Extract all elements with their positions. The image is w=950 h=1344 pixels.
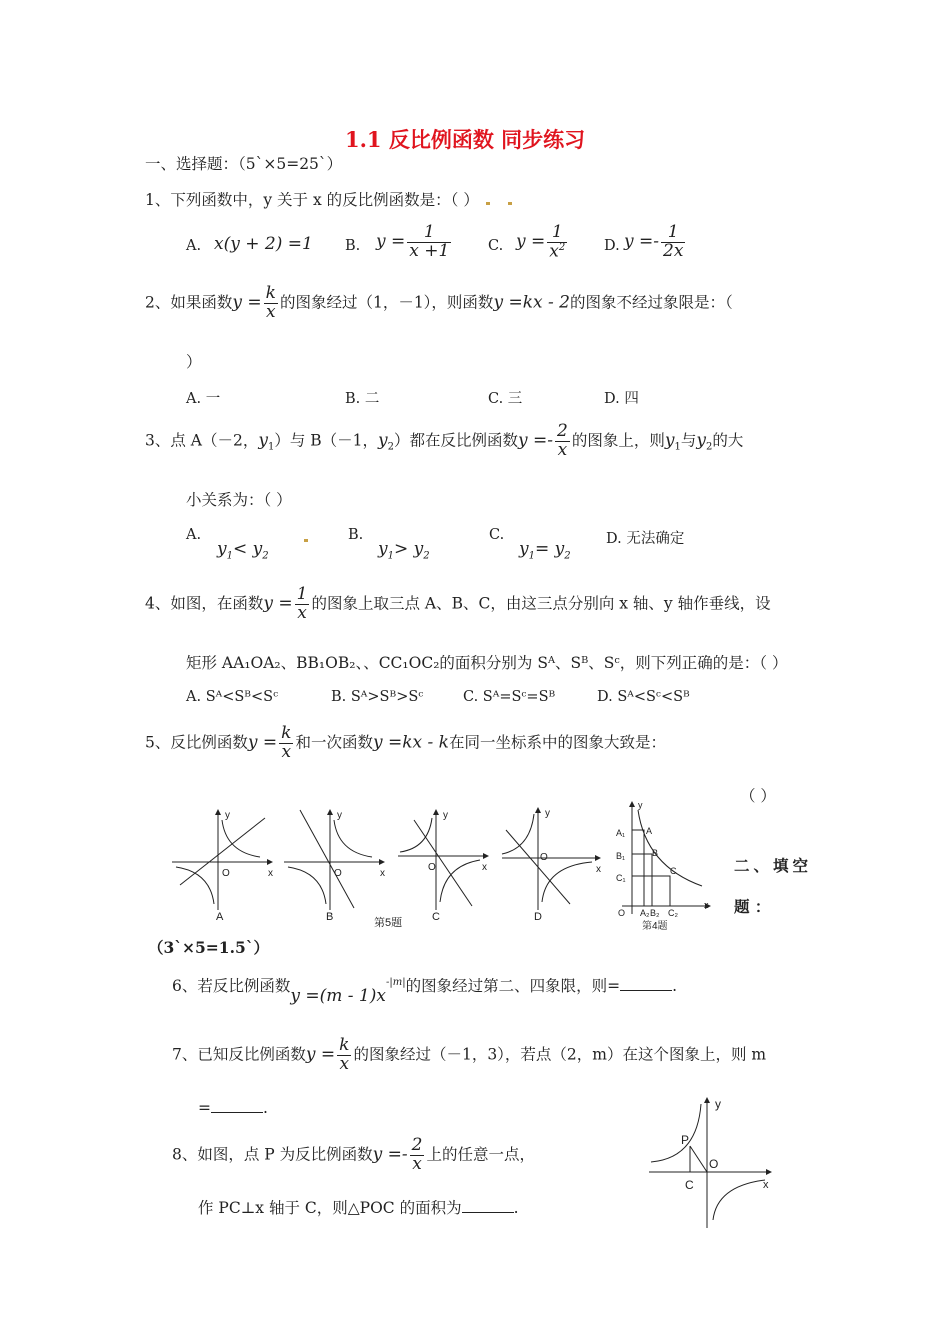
q1-c-exp: 2 xyxy=(558,241,566,253)
fig8-c: C xyxy=(685,1178,694,1192)
q3-a-s1: 1 xyxy=(226,550,233,562)
q3-option-c xyxy=(519,539,571,561)
q6-post: 的图象经过第二、四象限，则= xyxy=(405,977,621,995)
q1-option-a: x(y + 2) =1 xyxy=(214,234,313,254)
q3-y2: y xyxy=(378,430,388,451)
graph-d-o: O xyxy=(540,852,548,863)
q5-pre: 5、反比例函数 xyxy=(145,733,248,752)
section-1-heading: 一、选择题：（5`×5=25`） xyxy=(145,155,343,173)
fig8-x: x xyxy=(763,1179,769,1191)
q1-d-num: 1 xyxy=(667,222,679,242)
graph-d xyxy=(502,808,600,910)
question-5-stem xyxy=(145,725,666,762)
q2-pre: 2、如果函数 xyxy=(145,293,233,312)
question-7-stem xyxy=(172,1037,766,1074)
graph-c-y: y xyxy=(443,810,448,821)
q3-c-s1: 1 xyxy=(528,550,535,562)
q2-option-b: B. 二 xyxy=(345,391,380,407)
q3-sub1: 1 xyxy=(267,441,275,453)
q5-num: k xyxy=(281,723,292,743)
q3-b-y2: y xyxy=(413,539,424,559)
q3-and: 与 xyxy=(680,431,697,450)
q1-option-d-label: D. xyxy=(604,238,620,254)
q4-num: 1 xyxy=(296,584,308,604)
graph-b-x: x xyxy=(380,868,385,879)
q3-a-s2: 2 xyxy=(262,550,269,562)
q3-c-y1: y xyxy=(519,539,529,559)
q3-c-y2: y xyxy=(554,539,565,559)
q1-c-lhs: y = xyxy=(516,231,546,252)
q4-option-c: C. Sᴬ=Sᶜ=Sᴮ xyxy=(463,689,556,705)
fig4-x: x xyxy=(704,900,709,910)
q8-lhs: y =- xyxy=(372,1144,408,1165)
section-2-score: （3`×5=1.5`） xyxy=(148,938,270,957)
q5-answer-paren: （ ） xyxy=(740,787,776,805)
fig4-c2: C₂ xyxy=(668,908,678,918)
q5-mid: 和一次函数 xyxy=(295,733,373,752)
q6-end: . xyxy=(672,977,678,995)
q4-den: x xyxy=(295,604,310,623)
q7-pre: 7、已知反比例函数 xyxy=(172,1045,306,1064)
q5-post: 在同一坐标系中的图象大致是： xyxy=(448,733,666,752)
graph-c xyxy=(398,810,488,910)
q1-option-c xyxy=(516,224,569,261)
q3-b-op: > xyxy=(393,539,414,559)
q4-line2: 矩形 AA₁OA₂、BB₁OB₂、、CC₁OC₂的面积分别为 Sᴬ、Sᴮ、Sᶜ，则下列正确的是：（ ） xyxy=(186,654,788,672)
q7-eq: = xyxy=(198,1099,211,1117)
q3-a-y1: y xyxy=(217,539,227,559)
fig4-b2: B₂ xyxy=(650,908,660,918)
fig8-p: P xyxy=(681,1133,690,1147)
q3-a-op: < xyxy=(232,539,253,559)
q3-option-a xyxy=(217,539,269,561)
q5-graph-figure xyxy=(170,800,610,930)
q3-y1: y xyxy=(258,430,268,451)
graph-c-label: C xyxy=(432,911,440,923)
q2-option-d: D. 四 xyxy=(604,391,639,407)
fig4-o: O xyxy=(618,908,626,918)
q6-expr: y =(m - 1)x xyxy=(290,986,386,1006)
graph-c-o: O xyxy=(428,862,436,873)
q7-answer-blank[interactable] xyxy=(211,1112,263,1113)
q3-num: 2 xyxy=(557,421,568,441)
q7-den: x xyxy=(337,1055,351,1074)
question-1-stem: 1、下列函数中，y 关于 x 的反比例函数是：（ ） xyxy=(145,191,479,209)
graph-c-x: x xyxy=(482,862,487,873)
graph-a xyxy=(172,810,272,910)
q4-option-a: A. Sᴬ<Sᴮ<Sᶜ xyxy=(186,689,279,705)
q3-sub1b: 1 xyxy=(674,441,681,453)
q3-option-b xyxy=(378,539,430,561)
q3-mid3: 的图象上，则 xyxy=(571,431,665,450)
q3-c-s2: 2 xyxy=(564,550,571,562)
fig8-o: O xyxy=(709,1157,719,1171)
q1-c-num: 1 xyxy=(551,222,563,242)
fig4-c1: C₁ xyxy=(616,873,626,883)
fig4-point-b: B xyxy=(652,848,659,858)
q3-b-y1: y xyxy=(378,539,388,559)
q3-y2b: y xyxy=(696,430,706,451)
graph-d-label: D xyxy=(534,911,542,923)
q1-option-a-label: A. xyxy=(186,238,202,254)
graph-b-o: O xyxy=(334,868,342,879)
q2-option-c: C. 三 xyxy=(488,391,523,407)
q1-b-den: x +1 xyxy=(409,240,450,261)
q2-mid: 的图象经过（1，－1），则函数 xyxy=(279,293,494,312)
q3-den: x xyxy=(555,441,570,460)
graph-a-label: A xyxy=(216,911,224,923)
graph-d-x: x xyxy=(596,864,601,875)
section-2-heading-part1: 二、填空 xyxy=(734,856,813,875)
q1-option-d xyxy=(624,224,687,261)
caption-5: 第5题 xyxy=(374,917,403,929)
page-title: 1.1 反比例函数 同步练习 xyxy=(345,127,586,152)
q6-exp: -|m| xyxy=(385,976,406,988)
q5-expr: y =kx - k xyxy=(372,732,449,753)
fig4-point-a: A xyxy=(646,826,653,836)
q1-b-lhs: y = xyxy=(376,231,406,252)
question-3-stem xyxy=(145,423,743,460)
q3-y1b: y xyxy=(664,430,675,451)
q4-option-d: D. Sᴬ<Sᶜ<Sᴮ xyxy=(597,689,690,705)
graph-b-label: B xyxy=(326,911,334,923)
q1-c-den: x xyxy=(549,241,559,262)
q3-lhs: y =- xyxy=(518,430,554,451)
graph-b xyxy=(284,810,384,910)
q2-post: 的图象不经过象限是：（ xyxy=(569,293,733,312)
q3-c-op: = xyxy=(534,539,555,559)
q3-post: 的大 xyxy=(712,431,744,450)
q5-lhs: y = xyxy=(247,732,278,753)
q4-lhs: y = xyxy=(263,593,293,614)
q4-option-b: B. Sᴬ>Sᴮ>Sᶜ xyxy=(331,689,424,705)
q2-den: x xyxy=(264,303,278,322)
q8-line2 xyxy=(198,1196,519,1218)
q2-option-a: A. 一 xyxy=(186,391,221,407)
fig4-y: y xyxy=(638,800,643,810)
q8-line2-text: 作 PC⊥x 轴于 C，则△POC 的面积为 xyxy=(198,1199,462,1217)
fig4-a2: A₂ xyxy=(640,908,650,918)
figure-4 xyxy=(612,796,717,934)
q7-lhs: y = xyxy=(305,1044,336,1065)
q4-post: 的图象上取三点 A、B、C，由这三点分别向 x 轴、y 轴作垂线，设 xyxy=(311,594,771,613)
graph-d-y: y xyxy=(545,808,550,819)
q6-pre: 6、若反比例函数 xyxy=(172,977,291,995)
q1-d-den: 2x xyxy=(663,240,684,261)
fig8-y: y xyxy=(715,1097,721,1111)
q1-option-c-label: C. xyxy=(488,238,504,254)
q2-lhs: y = xyxy=(232,292,262,313)
caption-4: 第4题 xyxy=(642,921,668,932)
q7-post: 的图象经过（－1，3），若点（2，m）在这个图象上，则 m xyxy=(353,1045,767,1064)
question-2-stem xyxy=(145,285,733,322)
q3-pre: 3、点 A（－2， xyxy=(145,431,259,450)
fig4-point-c: C xyxy=(670,866,677,876)
q3-sub2b: 2 xyxy=(705,441,713,453)
q3-mid2: ）都在反比例函数 xyxy=(394,431,519,450)
graph-b-y: y xyxy=(337,810,342,821)
q1-b-num: 1 xyxy=(423,222,435,242)
q7-num: k xyxy=(339,1035,350,1055)
figure-8 xyxy=(645,1094,780,1230)
q8-den: x xyxy=(410,1155,425,1174)
q3-b-s1: 1 xyxy=(387,550,394,562)
q3-option-a-label: A. xyxy=(186,527,202,543)
graph-a-x: x xyxy=(268,868,273,879)
q3-option-d: D. 无法确定 xyxy=(606,531,685,547)
fig4-b1: B₁ xyxy=(616,851,626,861)
q3-option-b-label: B. xyxy=(348,527,364,543)
q8-num: 2 xyxy=(411,1135,423,1155)
q2-close-paren: ） xyxy=(186,353,202,371)
q2-expr: y =kx - 2 xyxy=(493,292,570,313)
question-4-stem xyxy=(145,586,771,623)
q1-option-b xyxy=(376,224,453,261)
q2-num: k xyxy=(265,283,276,303)
question-6-stem xyxy=(172,974,678,1006)
q3-b-s2: 2 xyxy=(423,550,430,562)
question-8-stem xyxy=(172,1137,535,1174)
section-2-heading-part2: 题 ： xyxy=(734,897,771,916)
q3-option-c-label: C. xyxy=(489,527,505,543)
q8-answer-blank[interactable] xyxy=(462,1212,514,1213)
q6-answer-blank[interactable] xyxy=(620,990,672,991)
q4-pre: 4、如图，在函数 xyxy=(145,594,264,613)
q3-line2: 小关系为：（ ） xyxy=(186,491,292,509)
q5-den: x xyxy=(279,743,293,762)
q7-end: . xyxy=(263,1099,268,1117)
q3-sub2: 2 xyxy=(387,441,395,453)
q8-post: 上的任意一点， xyxy=(426,1145,535,1164)
fig4-a1: A₁ xyxy=(616,828,626,838)
graph-a-y: y xyxy=(225,810,230,821)
graph-a-o: O xyxy=(222,868,230,879)
q8-end: . xyxy=(513,1199,519,1217)
q1-option-b-label: B. xyxy=(345,238,361,254)
q3-a-y2: y xyxy=(252,539,263,559)
q3-mid1: ）与 B（－1， xyxy=(274,431,379,450)
q7-line2 xyxy=(198,1099,268,1117)
q8-pre: 8、如图，点 P 为反比例函数 xyxy=(172,1145,373,1164)
q1-d-lhs: y =- xyxy=(624,231,659,252)
